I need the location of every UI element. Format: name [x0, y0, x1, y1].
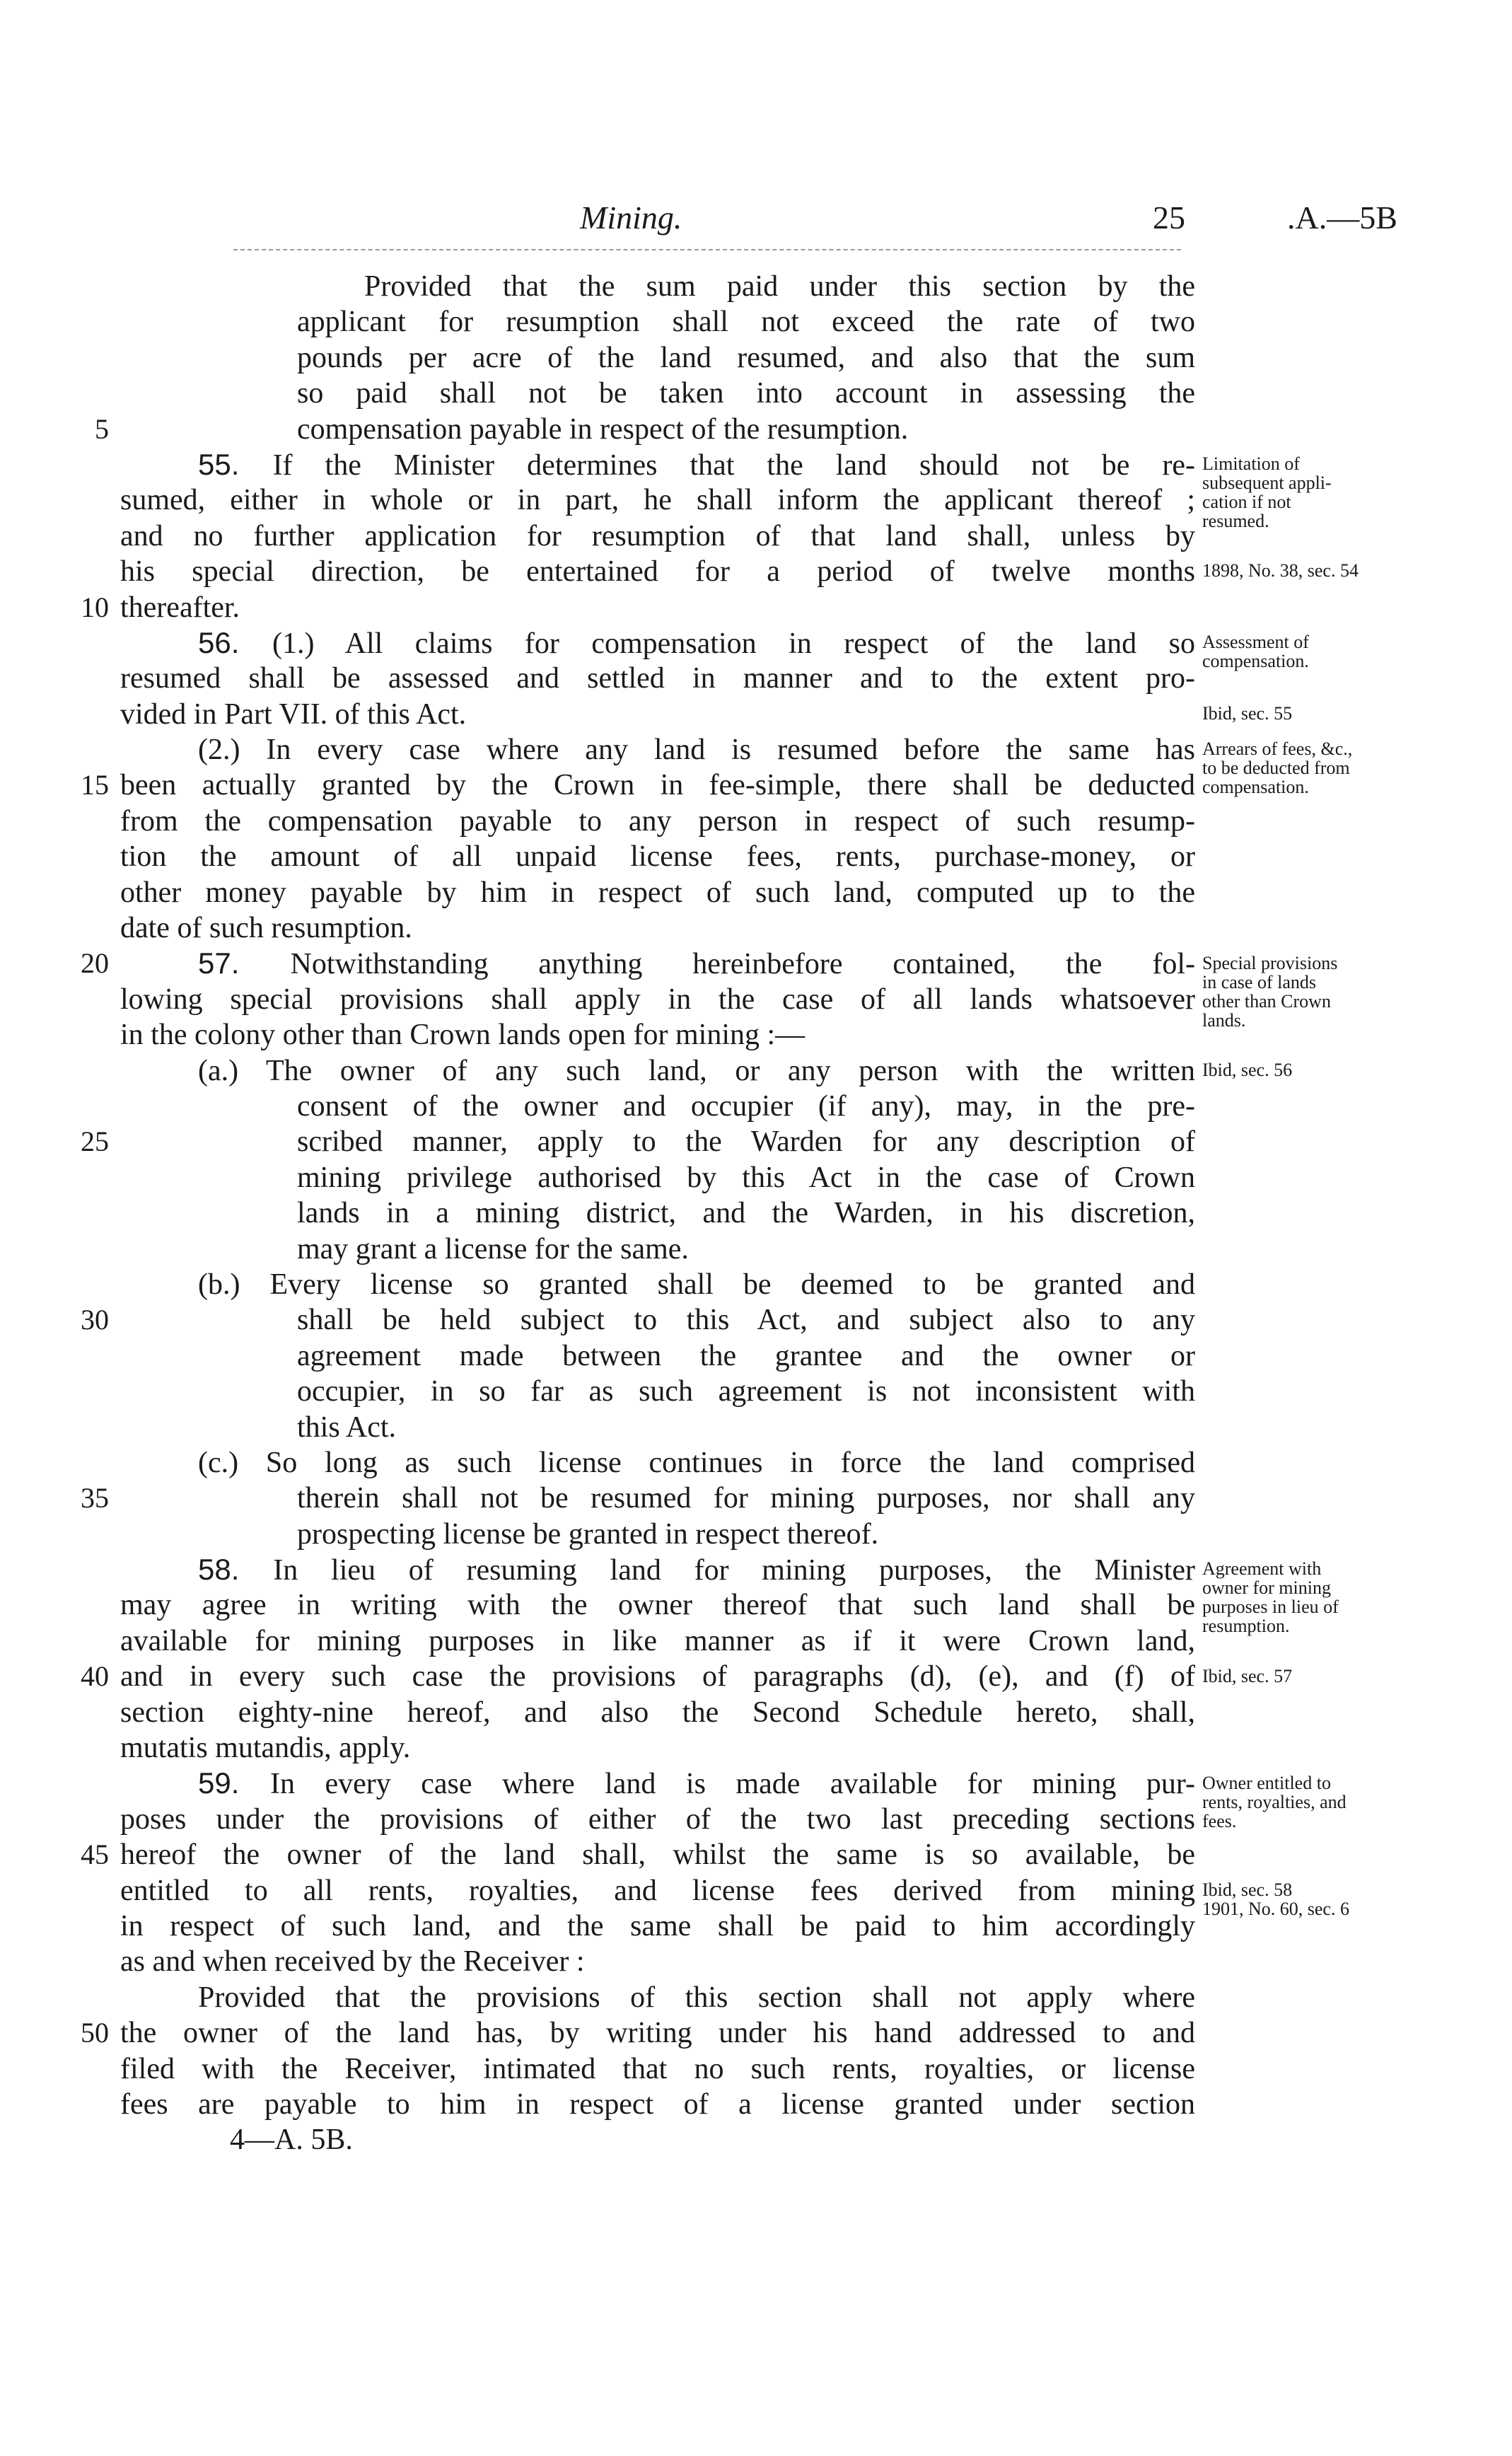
margin-note	[1202, 1559, 1443, 1635]
line-text: 58. In lieu of resuming land for mining purposes, the Minister	[198, 1553, 1195, 1587]
text-line	[120, 1053, 1195, 1089]
text-line	[120, 1587, 1195, 1623]
text-line	[81, 1659, 1195, 1694]
margin-note-line: Limitation of	[1202, 453, 1300, 474]
line-text: from the compensation payable to any person in respect of such resump-	[120, 804, 1195, 838]
text-line	[120, 1944, 1195, 1979]
line-text: sumed, either in whole or in part, he shall inform the applicant thereof ;	[120, 484, 1195, 517]
line-text: date of such resumption.	[120, 912, 412, 945]
margin-note-line: purposes in lieu of	[1202, 1597, 1339, 1618]
margin-note-line: compensation.	[1202, 651, 1309, 671]
line-number: 20	[81, 947, 109, 980]
line-text: other money payable by him in respect of such land, computed up to the	[120, 876, 1195, 909]
margin-note	[1202, 954, 1443, 1030]
line-text: pounds per acre of the land resumed, and also that the sum	[297, 341, 1195, 374]
line-text: in the colony other than Crown lands open for mining :—	[120, 1019, 806, 1052]
line-text: so paid shall not be taken into account in assessing the	[297, 377, 1195, 410]
text-line	[120, 1160, 1195, 1195]
signature-mark	[120, 2122, 1195, 2157]
text-line	[120, 875, 1195, 910]
running-title: Mining.	[580, 199, 682, 236]
line-text: mining privilege authorised by this Act in the case of Crown	[297, 1161, 1195, 1194]
margin-note-line: rents, royalties, and	[1202, 1791, 1347, 1812]
text-line	[120, 910, 1195, 946]
text-line	[95, 412, 1195, 447]
margin-note-line: 1898, No. 38, sec. 54	[1202, 560, 1359, 581]
text-line	[120, 2051, 1195, 2087]
margin-note	[1202, 1773, 1443, 1831]
text-line	[120, 1017, 1195, 1053]
header-rule	[233, 249, 1181, 250]
margin-note-line: cation if not	[1202, 492, 1291, 512]
line-text: entitled to all rents, royalties, and license fees derived from mining	[120, 1874, 1195, 1907]
line-text: (2.) In every case where any land is resumed before the same has	[198, 734, 1195, 767]
text-line	[81, 1837, 1195, 1872]
margin-note	[1202, 704, 1443, 723]
text-line	[81, 1481, 1195, 1516]
margin-note	[1202, 739, 1443, 797]
section-number: 59.	[198, 1766, 271, 1800]
section-number: 58.	[198, 1553, 274, 1587]
line-number: 10	[81, 591, 109, 623]
line-text: (c.) So long as such license continues in force the land comprised	[198, 1446, 1195, 1479]
text-line	[120, 1873, 1195, 1908]
line-text: been actually granted by the Crown in fee-simple, there shall be deducted	[120, 769, 1195, 802]
margin-note	[1202, 1060, 1443, 1079]
text-line	[120, 732, 1195, 768]
line-text: Provided that the sum paid under this section by the	[364, 270, 1195, 303]
line-text: his special direction, be entertained for a period of twelve months	[120, 555, 1195, 589]
text-line	[120, 447, 1195, 482]
line-text: the owner of the land has, by writing under his hand addressed to and	[120, 2017, 1195, 2050]
line-text: shall be held subject to this Act, and subject also to any	[297, 1304, 1195, 1337]
text-line	[120, 804, 1195, 839]
line-text: occupier, in so far as such agreement is not inconsistent with	[297, 1375, 1195, 1408]
line-text: available for mining purposes in like manner as if it were Crown land,	[120, 1624, 1195, 1657]
document-code: .A.—5B	[1287, 199, 1397, 236]
margin-note-line: Arrears of fees, &c.,	[1202, 738, 1353, 760]
line-text: (a.) The owner of any such land, or any person with the written	[198, 1054, 1195, 1087]
margin-note-line: subsequent appli-	[1202, 473, 1332, 493]
margin-note-line: other than Crown	[1202, 990, 1331, 1012]
text-line	[120, 1980, 1195, 2015]
margin-note-line: in case of lands	[1202, 971, 1317, 992]
line-number: 30	[81, 1304, 109, 1336]
text-line	[120, 1410, 1195, 1445]
text-line	[120, 1374, 1195, 1409]
text-line	[120, 625, 1195, 661]
line-text: resumed shall be assessed and settled in manner and to the extent pro-	[120, 662, 1195, 695]
line-number: 50	[81, 2017, 109, 2049]
line-text: scribed manner, apply to the Warden for any description of	[297, 1125, 1195, 1159]
line-text: section eighty-nine hereof, and also the Second Schedule hereto, shall,	[120, 1696, 1195, 1729]
text-line	[81, 2015, 1195, 2051]
margin-note-line: resumed.	[1202, 511, 1269, 531]
line-text: applicant for resumption shall not exceed the rate of two	[297, 306, 1195, 339]
text-line	[120, 1195, 1195, 1231]
margin-note-line: Ibid, sec. 58	[1202, 1879, 1293, 1900]
text-line	[120, 1908, 1195, 1944]
margin-note-line: resumption.	[1202, 1616, 1290, 1637]
margin-note	[1202, 454, 1443, 531]
line-number: 45	[81, 1838, 109, 1871]
line-text: therein shall not be resumed for mining purposes, nor shall any	[297, 1482, 1195, 1515]
text-line	[120, 1695, 1195, 1730]
text-line	[120, 1445, 1195, 1481]
text-line	[120, 697, 1195, 732]
margin-note	[1202, 561, 1443, 580]
margin-note-line: Assessment of	[1202, 632, 1309, 652]
text-line	[120, 1338, 1195, 1374]
text-line	[120, 304, 1195, 340]
section-number: 57.	[198, 946, 291, 980]
text-line	[120, 661, 1195, 696]
line-text: tion the amount of all unpaid license fees, rents, purchase-money, or	[120, 840, 1195, 874]
section-number: 55.	[198, 447, 273, 481]
margin-note-line: Ibid, sec. 56	[1202, 1059, 1293, 1080]
line-text: Provided that the provisions of this section shall not apply where	[198, 1981, 1195, 2014]
text-line	[81, 1124, 1195, 1159]
margin-note-line: lands.	[1202, 1009, 1246, 1031]
line-number: 40	[81, 1660, 109, 1693]
text-line	[120, 1802, 1195, 1837]
text-line	[120, 1232, 1195, 1267]
text-line	[120, 1623, 1195, 1659]
line-number: 5	[95, 412, 109, 445]
line-text: fees are payable to him in respect of a license granted under section	[120, 2087, 1195, 2121]
line-text: compensation payable in respect of the resumption.	[297, 412, 909, 446]
text-line	[120, 1730, 1195, 1766]
text-line	[120, 340, 1195, 376]
margin-note-line: Ibid, sec. 55	[1202, 702, 1293, 724]
text-line	[120, 1766, 1195, 1801]
line-text: (b.) Every license so granted shall be deemed to be granted and	[198, 1268, 1195, 1301]
line-text: and no further application for resumption of that land shall, unless by	[120, 519, 1195, 552]
text-line	[120, 1267, 1195, 1302]
line-text: 56. (1.) All claims for compensation in respect of the land so	[198, 625, 1195, 660]
line-number: 15	[81, 769, 109, 801]
line-text: this Act.	[297, 1411, 397, 1444]
text-line	[120, 982, 1195, 1017]
line-text: lands in a mining district, and the Warden, in his discretion,	[297, 1197, 1195, 1230]
line-text: may agree in writing with the owner thereof that such land shall be	[120, 1589, 1195, 1622]
margin-note	[1202, 632, 1443, 671]
text-line	[120, 839, 1195, 874]
line-text: consent of the owner and occupier (if any), may, in the pre-	[297, 1089, 1195, 1123]
section-number: 56.	[198, 625, 273, 659]
text-line	[120, 482, 1195, 518]
text-line	[120, 1517, 1195, 1552]
text-line	[81, 768, 1195, 803]
line-text: 55. If the Minister determines that the land should not be re-	[198, 447, 1195, 482]
signature-text: 4—A. 5B.	[230, 2124, 353, 2157]
text-line	[120, 519, 1195, 554]
line-text: prospecting license be granted in respect thereof.	[297, 1517, 879, 1551]
line-text: thereafter.	[120, 591, 240, 624]
line-text: mutatis mutandis, apply.	[120, 1732, 411, 1765]
text-line	[120, 376, 1195, 411]
margin-note-line: Agreement with	[1202, 1558, 1322, 1580]
margin-note-line: Owner entitled to	[1202, 1772, 1331, 1793]
body-text	[81, 269, 1195, 2158]
text-line	[120, 1552, 1195, 1587]
margin-note	[1202, 1880, 1443, 1918]
margin-note-line: fees.	[1202, 1810, 1237, 1831]
text-line	[120, 554, 1195, 589]
line-text: as and when received by the Receiver :	[120, 1945, 585, 1979]
text-line	[120, 2087, 1195, 2122]
line-text: in respect of such land, and the same shall be paid to him accordingly	[120, 1909, 1195, 1942]
margin-note-line: owner for mining	[1202, 1577, 1331, 1599]
margin-note	[1202, 1667, 1443, 1686]
line-number: 35	[81, 1482, 109, 1514]
line-text: vided in Part VII. of this Act.	[120, 697, 467, 731]
line-text: lowing special provisions shall apply in the case of all lands whatsoever	[120, 983, 1195, 1016]
line-text: and in every such case the provisions of paragraphs (d), (e), and (f) of	[120, 1660, 1195, 1693]
line-text: filed with the Receiver, intimated that no such rents, royalties, or license	[120, 2052, 1195, 2085]
page-number: 25	[1153, 199, 1185, 236]
line-text: 59. In every case where land is made available for mining pur-	[198, 1766, 1195, 1801]
text-line	[81, 1302, 1195, 1338]
text-line	[120, 1089, 1195, 1124]
text-line	[81, 590, 1195, 625]
line-text: poses under the provisions of either of the two last preceding sections	[120, 1802, 1195, 1836]
line-text: agreement made between the grantee and the owner or	[297, 1339, 1195, 1372]
line-text: hereof the owner of the land shall, whilst the same is so available, be	[120, 1838, 1195, 1872]
text-line	[81, 946, 1195, 981]
text-line	[120, 269, 1195, 304]
line-text: 57. Notwithstanding anything hereinbefore contained, the fol-	[198, 946, 1195, 981]
margin-note-line: Special provisions	[1202, 952, 1338, 973]
margin-note-line: Ibid, sec. 57	[1202, 1665, 1293, 1686]
margin-note-line: 1901, No. 60, sec. 6	[1202, 1899, 1349, 1919]
line-number: 25	[81, 1125, 109, 1158]
line-text: may grant a license for the same.	[297, 1232, 689, 1265]
margin-note-line: to be deducted from	[1202, 758, 1350, 779]
margin-note-line: compensation.	[1202, 777, 1309, 798]
